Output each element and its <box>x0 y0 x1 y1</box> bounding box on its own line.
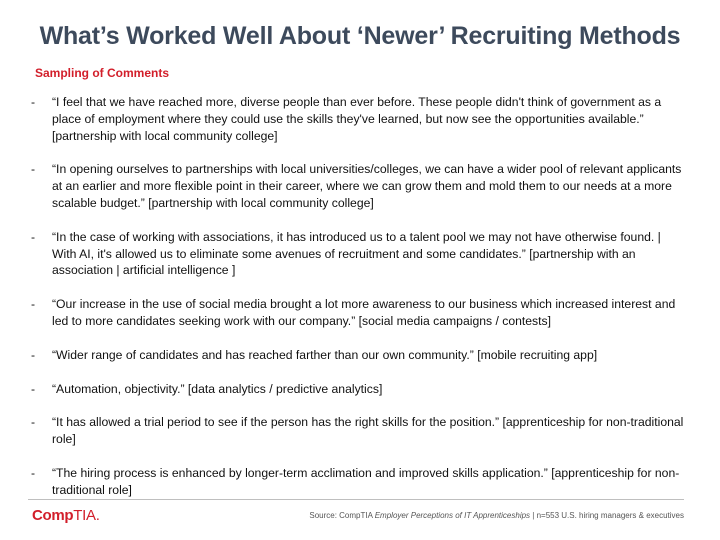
comment-text: “The hiring process is enhanced by longer-term acclimation and improved skills application.” [apprenticeship for non-traditional role] <box>52 465 680 497</box>
bullet-dash: - <box>31 347 36 362</box>
comment-text: “In the case of working with associations, it has introduced us to a talent pool we may not have otherwise found. | With AI, it's allowed us to eliminate some avenues of recruitment and some candidates.” [partnership with an association | artificial intelligence ] <box>52 229 661 278</box>
comment-text: “Our increase in the use of social media brought a lot more awareness to our business which increased interest and led to more candidates seeking work with our company.” [social media campaigns / contests] <box>52 297 676 328</box>
comment-item <box>28 414 688 448</box>
comment-item <box>28 296 688 330</box>
comment-text: “Automation, objectivity.” [data analytics / predictive analytics] <box>52 381 383 396</box>
bullet-dash: - <box>31 415 36 430</box>
comment-list <box>28 94 688 516</box>
bullet-dash: - <box>31 95 36 109</box>
comment-item <box>28 94 688 144</box>
footer-divider <box>28 499 684 500</box>
bullet-dash: - <box>31 162 36 177</box>
comment-text: “Wider range of candidates and has reached farther than our own community.” [mobile recruiting app] <box>52 347 598 362</box>
source-suffix: | n=553 U.S. hiring managers & executives <box>530 511 684 520</box>
bullet-dash: - <box>31 465 36 480</box>
comment-item <box>28 229 688 279</box>
bullet-dash: - <box>31 229 36 244</box>
bullet-dash: - <box>31 381 36 396</box>
source-note <box>309 511 684 520</box>
comment-text: “I feel that we have reached more, diverse people than ever before. These people didn't think of government as a place of employment where they could use the skills they've learned, but now see the opportunities available.” [partnership with local community college] <box>52 95 662 143</box>
source-title: Employer Perceptions of IT Apprenticeships <box>374 511 531 520</box>
page-title: What’s Worked Well About ‘Newer’ Recruiting Methods <box>39 22 681 50</box>
section-subtitle: Sampling of Comments <box>35 66 170 80</box>
logo-comp: Comp <box>32 507 74 524</box>
comment-text: “It has allowed a trial period to see if the person has the right skills for the position.” [apprenticeship for non-traditional role] <box>52 415 684 447</box>
comment-text: “In opening ourselves to partnerships with local universities/colleges, we can have a wider pool of relevant applicants at an earlier and more flexible point in their career, where we can grow them and mold them to our needs at a more scalable budget.” [partnership with local community college] <box>52 162 682 210</box>
comptia-logo <box>32 507 100 524</box>
source-prefix: Source: CompTIA <box>309 511 375 520</box>
bullet-dash: - <box>31 297 36 312</box>
comment-item <box>28 161 688 211</box>
comment-item <box>28 347 688 364</box>
logo-dot: . <box>95 507 100 524</box>
comment-item <box>28 381 688 398</box>
comment-item <box>28 465 688 499</box>
logo-tia: TIA <box>73 507 96 524</box>
